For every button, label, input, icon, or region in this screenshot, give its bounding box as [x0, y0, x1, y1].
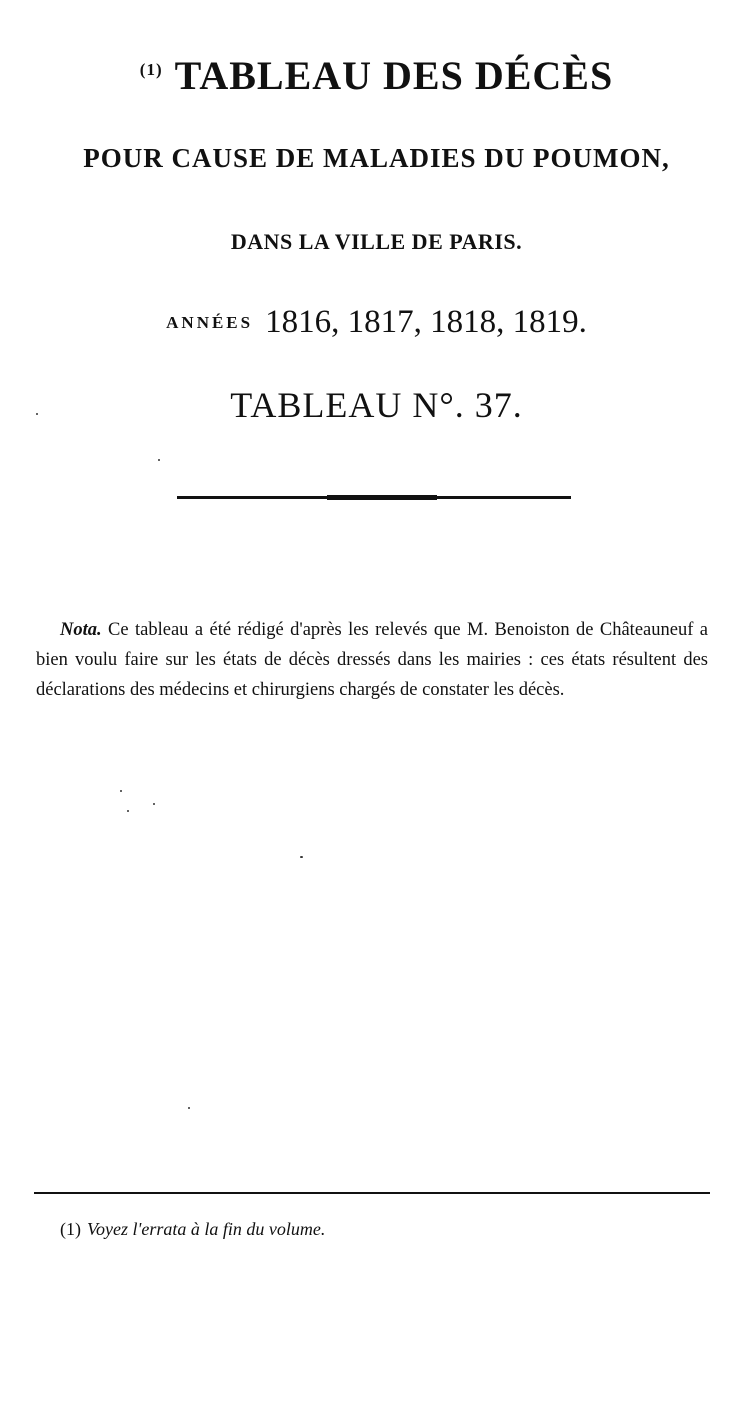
scan-speck [36, 413, 38, 415]
nota-text: Ce tableau a été rédigé d'après les relevés que M. Benoiston de Châteauneuf a bien voulu faire sur les états de décès dressés dans les mairies : ces états résultent des déclarations des médecins et chirurgiens chargés de constater les décès. [36, 620, 708, 700]
scan-speck [300, 856, 303, 858]
years-values: 1816, 1817, 1818, 1819. [265, 304, 587, 340]
scan-speck [127, 810, 129, 812]
title-divider [177, 496, 571, 499]
subtitle: POUR CAUSE DE MALADIES DU POUMON, [83, 143, 670, 173]
footnote-divider [34, 1192, 710, 1194]
page-title [0, 52, 753, 99]
title-text: TABLEAU DES DÉCÈS [174, 53, 614, 98]
scan-speck [158, 459, 160, 461]
scan-speck [188, 1107, 190, 1109]
city-line: DANS LA VILLE DE PARIS. [230, 229, 523, 254]
nota-label: Nota. [60, 620, 102, 640]
footnote [60, 1219, 325, 1240]
years-label: ANNÉES [166, 313, 254, 332]
footnote-reference: (1) [139, 60, 163, 79]
scan-speck [120, 790, 122, 792]
years-line [0, 304, 753, 341]
footnote-text: Voyez l'errata à la fin du volume. [87, 1219, 326, 1239]
scan-speck [153, 803, 155, 805]
table-number: TABLEAU N°. 37. [230, 385, 523, 425]
footnote-mark: (1) [60, 1219, 81, 1239]
nota-paragraph [36, 615, 708, 705]
